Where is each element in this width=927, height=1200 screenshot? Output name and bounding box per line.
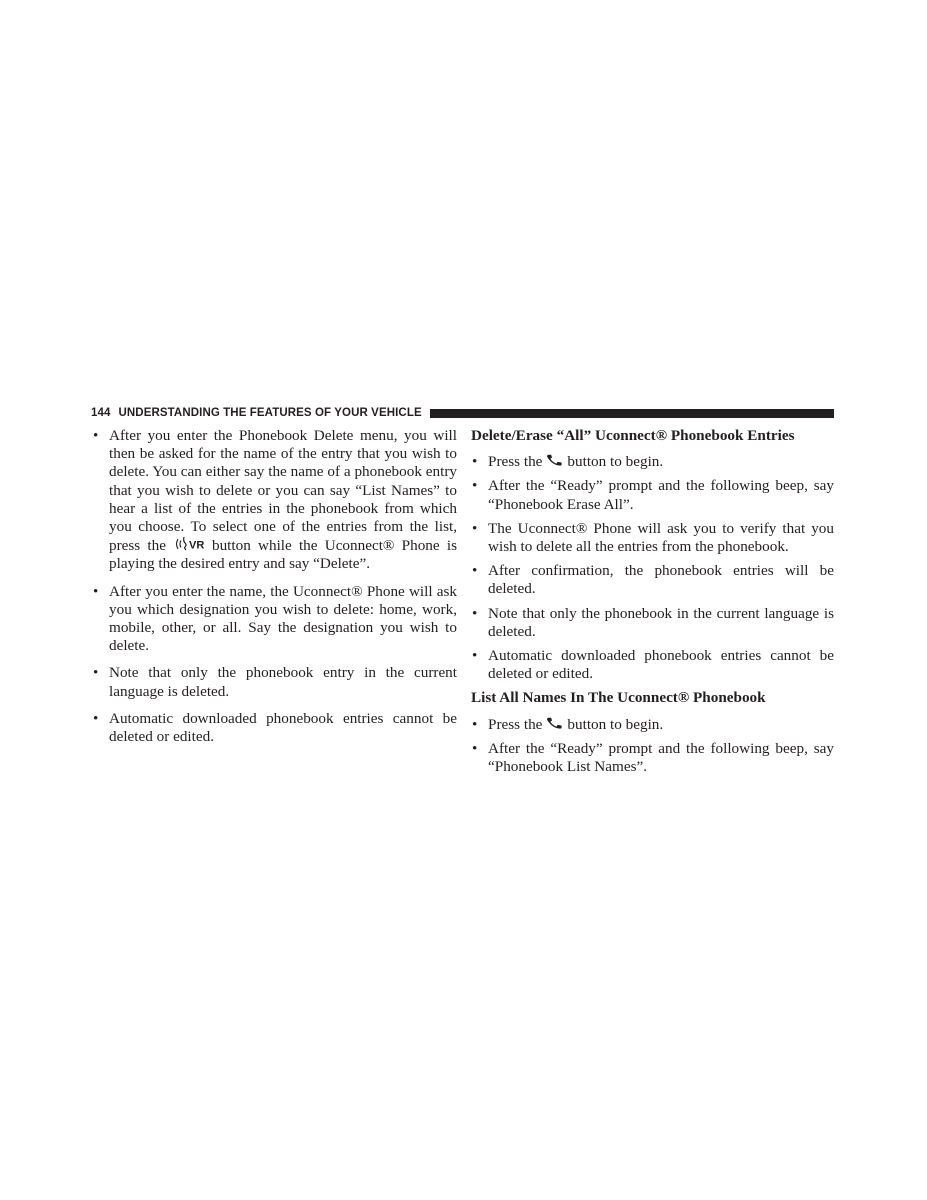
bullet: • xyxy=(472,477,478,495)
section-heading-delete-all: Delete/Erase “All” Uconnect® Phonebook Entries xyxy=(471,427,795,444)
chapter-title: UNDERSTANDING THE FEATURES OF YOUR VEHICLE xyxy=(118,407,422,419)
phone-icon xyxy=(546,454,564,466)
svg-text:VR: VR xyxy=(188,539,205,552)
bullet: • xyxy=(93,427,99,444)
phone-icon xyxy=(546,717,564,729)
item-text: Automatic downloaded phonebook entries cannot be deleted or edited. xyxy=(488,647,834,683)
bullet: • xyxy=(93,664,99,682)
bullet: • xyxy=(472,604,478,622)
item-text: After the “Ready” prompt and the following beep, say “Phonebook Erase All”. xyxy=(488,477,834,513)
list-item xyxy=(91,583,457,656)
bullet: • xyxy=(472,715,478,733)
item-text: The Uconnect® Phone will ask you to verify that you wish to delete all the entries from the phonebook. xyxy=(488,519,834,556)
list-item xyxy=(91,664,457,700)
list-item xyxy=(91,710,457,746)
item-text: Press the xyxy=(488,715,543,733)
bullet: • xyxy=(93,582,99,600)
bullet-list xyxy=(91,427,457,746)
bullet: • xyxy=(472,453,478,471)
page-number: 144 xyxy=(91,407,111,419)
bullet: • xyxy=(472,647,478,665)
list-item xyxy=(470,477,834,513)
item-text: Note that only the phonebook in the current language is deleted. xyxy=(488,604,834,640)
list-item xyxy=(470,453,834,471)
item-text-continued: button to begin. xyxy=(567,715,664,733)
list-item xyxy=(470,716,834,734)
voice-recognition-icon xyxy=(174,537,210,551)
item-text-continued: button to begin. xyxy=(567,453,664,471)
item-text-continued: button while the Uconnect® Phone is playing the desired entry and say “Delete”. xyxy=(109,537,457,573)
list-item xyxy=(470,520,834,556)
list-item xyxy=(470,562,834,598)
list-item xyxy=(470,605,834,641)
item-text: After you enter the Phonebook Delete menu, you will then be asked for the name of the entry that you wish to delete. You can either say the name of a phonebook entry that you wish to delete or you can say “List Names” to hear a list of the entries in the phonebook from which you choose. To select one of the entries from the list, press the xyxy=(109,427,457,555)
bullet: • xyxy=(472,739,478,757)
item-text: After you enter the name, the Uconnect® Phone will ask you which designation you wish to delete: home, work, mobile, other, or all. Say the designation you wish to delete. xyxy=(109,582,457,655)
list-item xyxy=(470,740,834,776)
list-item xyxy=(470,647,834,683)
right-column xyxy=(470,427,834,782)
item-text: Automatic downloaded phonebook entries cannot be deleted or edited. xyxy=(109,709,457,746)
section-heading-list-names: List All Names In The Uconnect® Phonebook xyxy=(471,689,766,707)
bullet: • xyxy=(472,519,478,537)
item-text: Note that only the phonebook entry in the current language is deleted. xyxy=(109,664,457,700)
page-header xyxy=(91,405,834,421)
bullet: • xyxy=(472,562,478,580)
item-text: Press the xyxy=(488,453,543,471)
bullet: • xyxy=(93,709,99,727)
left-column xyxy=(91,427,457,755)
header-rule xyxy=(430,409,834,418)
item-text: After confirmation, the phonebook entries will be deleted. xyxy=(488,562,834,598)
item-text: After the “Ready” prompt and the following beep, say “Phonebook List Names”. xyxy=(488,739,834,776)
bullet-list xyxy=(470,453,834,683)
bullet-list xyxy=(470,716,834,777)
list-item xyxy=(91,427,457,574)
